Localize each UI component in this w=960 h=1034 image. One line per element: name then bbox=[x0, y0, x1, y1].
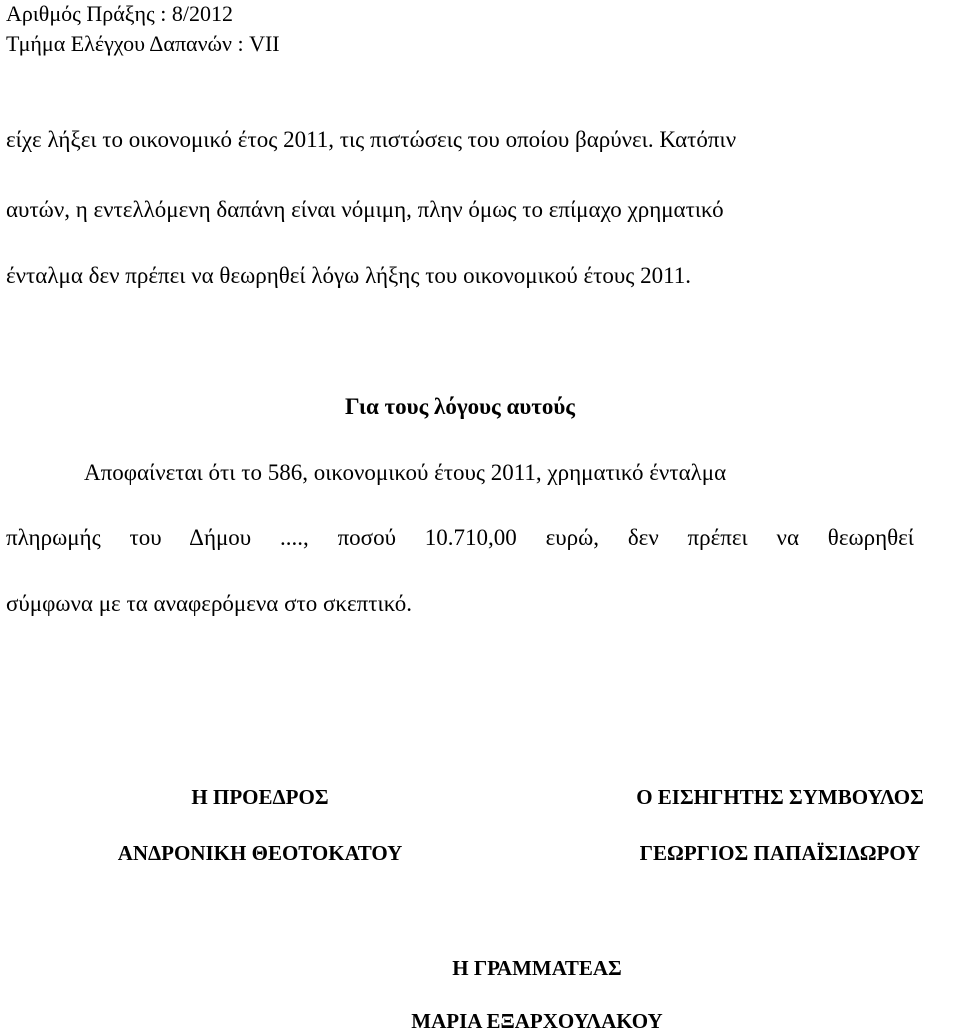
department-label: Τμήμα Ελέγχου Δαπανών : VII bbox=[6, 31, 280, 56]
decision-line: πληρωμής του Δήμου ...., ποσού 10.710,00 ευρώ, δεν πρέπει να θεωρηθεί bbox=[6, 525, 914, 550]
secretary-title: Η ΓΡΑΜΜΑΤΕΑΣ bbox=[452, 956, 622, 980]
case-number: Αριθμός Πράξης : 8/2012 bbox=[6, 1, 233, 26]
paragraph-line: ένταλμα δεν πρέπει να θεωρηθεί λόγω λήξης του οικονομικού έτους 2011. bbox=[6, 263, 692, 288]
decision-heading: Για τους λόγους αυτούς bbox=[344, 394, 576, 419]
decision-line: Αποφαίνεται ότι το 586, οικονομικού έτους 2011, χρηματικό ένταλμα bbox=[84, 460, 727, 485]
president-title: Η ΠΡΟΕΔΡΟΣ bbox=[191, 785, 329, 809]
rapporteur-title: Ο ΕΙΣΗΓΗΤΗΣ ΣΥΜΒΟΥΛΟΣ bbox=[636, 785, 924, 809]
paragraph-line: είχε λήξει το οικονομικό έτος 2011, τις πιστώσεις του οποίου βαρύνει. Κατόπιν bbox=[6, 127, 737, 152]
president-name: ΑΝΔΡΟΝΙΚΗ ΘΕΟΤΟΚΑΤΟΥ bbox=[117, 841, 403, 865]
secretary-name: ΜΑΡΙΑ ΕΞΑΡΧΟΥΛΑΚΟΥ bbox=[411, 1009, 663, 1033]
decision-line: σύμφωνα με τα αναφερόμενα στο σκεπτικό. bbox=[6, 591, 413, 616]
paragraph-line: αυτών, η εντελλόμενη δαπάνη είναι νόμιμη, πλην όμως το επίμαχο χρηματικό bbox=[6, 197, 724, 222]
rapporteur-name: ΓΕΩΡΓΙΟΣ ΠΑΠΑΪΣΙΔΩΡΟΥ bbox=[639, 841, 921, 865]
